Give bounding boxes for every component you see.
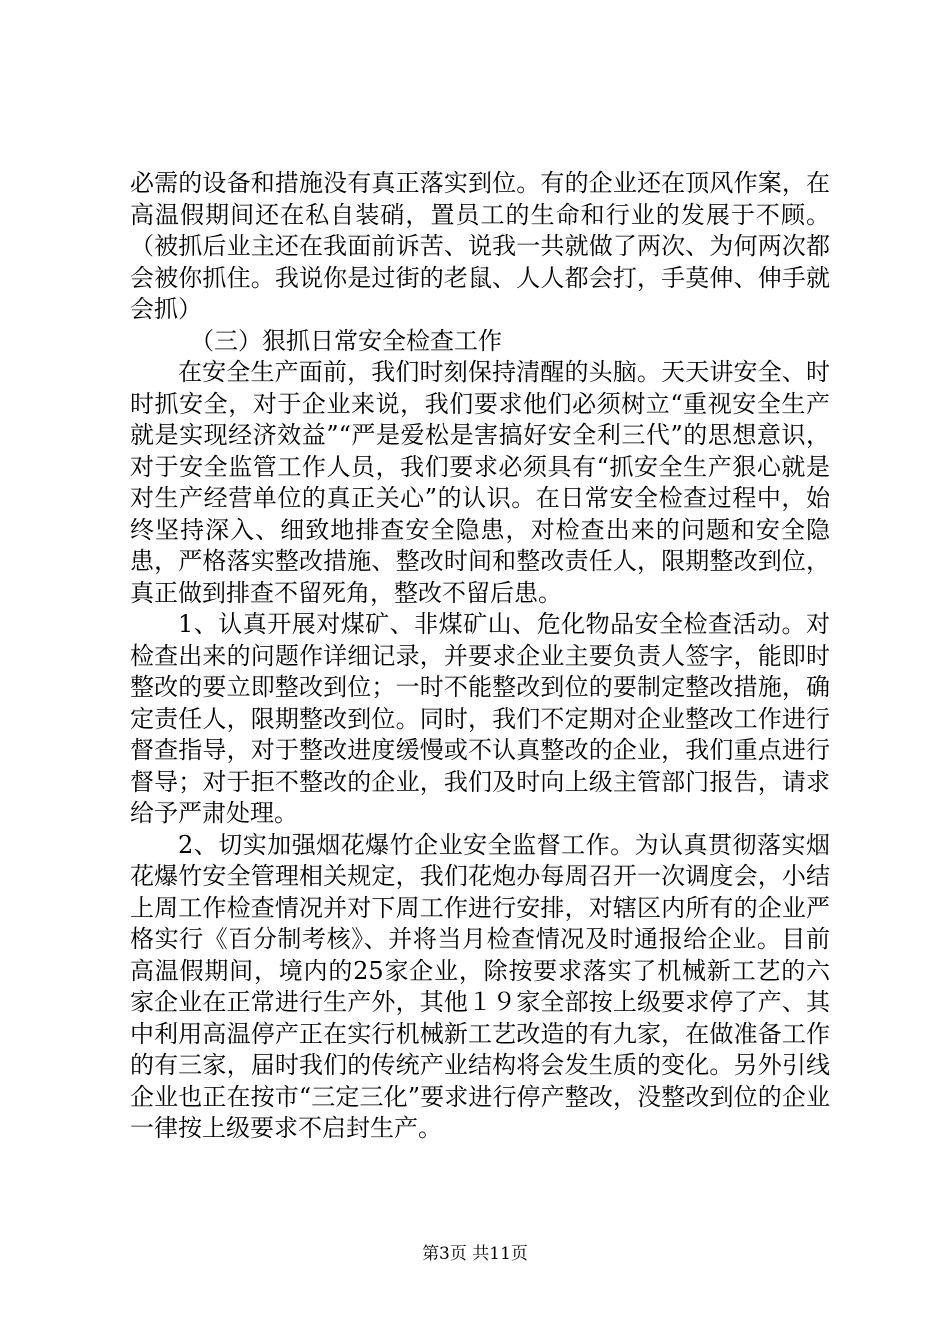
paragraph-safety-awareness: 在安全生产面前，我们时刻保持清醒的头脑。天天讲安全、时时抓安全，对于企业来说，我们要求他们必须树立“重视安全生产就是实现经济效益”“严是爱松是害搞好安全利三代”的思想意识，对于安全监管工作人员，我们要求必须具有“抓安全生产狠心就是对生产经营单位的真正关心”的认识。在日常安全检查过程中，始终坚持深入、细致地排查安全隐患，对检查出来的问题和安全隐患，严格落实整改措施、整改时间和整改责任人，限期整改到位，真正做到排查不留死角，整改不留后患。: [130, 358, 830, 607]
paragraph-item-1: 1、认真开展对煤矿、非煤矿山、危化物品安全检查活动。对检查出来的问题作详细记录，并要求企业主要负责人签字，能即时整改的要立即整改到位；一时不能整改到位的要制定整改措施，确定责任人，限期整改到位。同时，我们不定期对企业整改工作进行督查指导，对于整改进度缓慢或不认真整改的企业，我们重点进行督导；对于拒不整改的企业，我们及时向上级主管部门报告，请求给予严肃处理。: [130, 610, 830, 827]
paragraph-continuation: 必需的设备和措施没有真正落实到位。有的企业还在顶风作案，在高温假期间还在私自装硝，置员工的生命和行业的发展于不顾。（被抓后业主还在我面前诉苦、说我一共就做了两次、为何两次都会被你抓住。我说你是过街的老鼠、人人都会打，手莫伸、伸手就会抓）: [130, 169, 830, 323]
document-body: [130, 168, 830, 1145]
paragraph-item-2: 2、切实加强烟花爆竹企业安全监督工作。为认真贯彻落实烟花爆竹安全管理相关规定，我们花炮办每周召开一次调度会，小结上周工作检查情况并对下周工作进行安排，对辖区内所有的企业严格实行《百分制考核》、并将当月检查情况及时通报给企业。目前高温假期间，境内的25家企业，除按要求落实了机械新工艺的六家企业在正常进行生产外，其他１９家全部按上级要求停了产、其中利用高温停产正在实行机械新工艺改造的有九家，在做准备工作的有三家，届时我们的传统产业结构将会发生质的变化。另外引线企业也正在按市“三定三化”要求进行停产整改，没整改到位的企业一律按上级要求不启封生产。: [130, 830, 830, 1142]
page-number-footer: 第3页 共11页: [422, 1244, 528, 1264]
section-heading: （三）狠抓日常安全检查工作: [190, 326, 502, 355]
